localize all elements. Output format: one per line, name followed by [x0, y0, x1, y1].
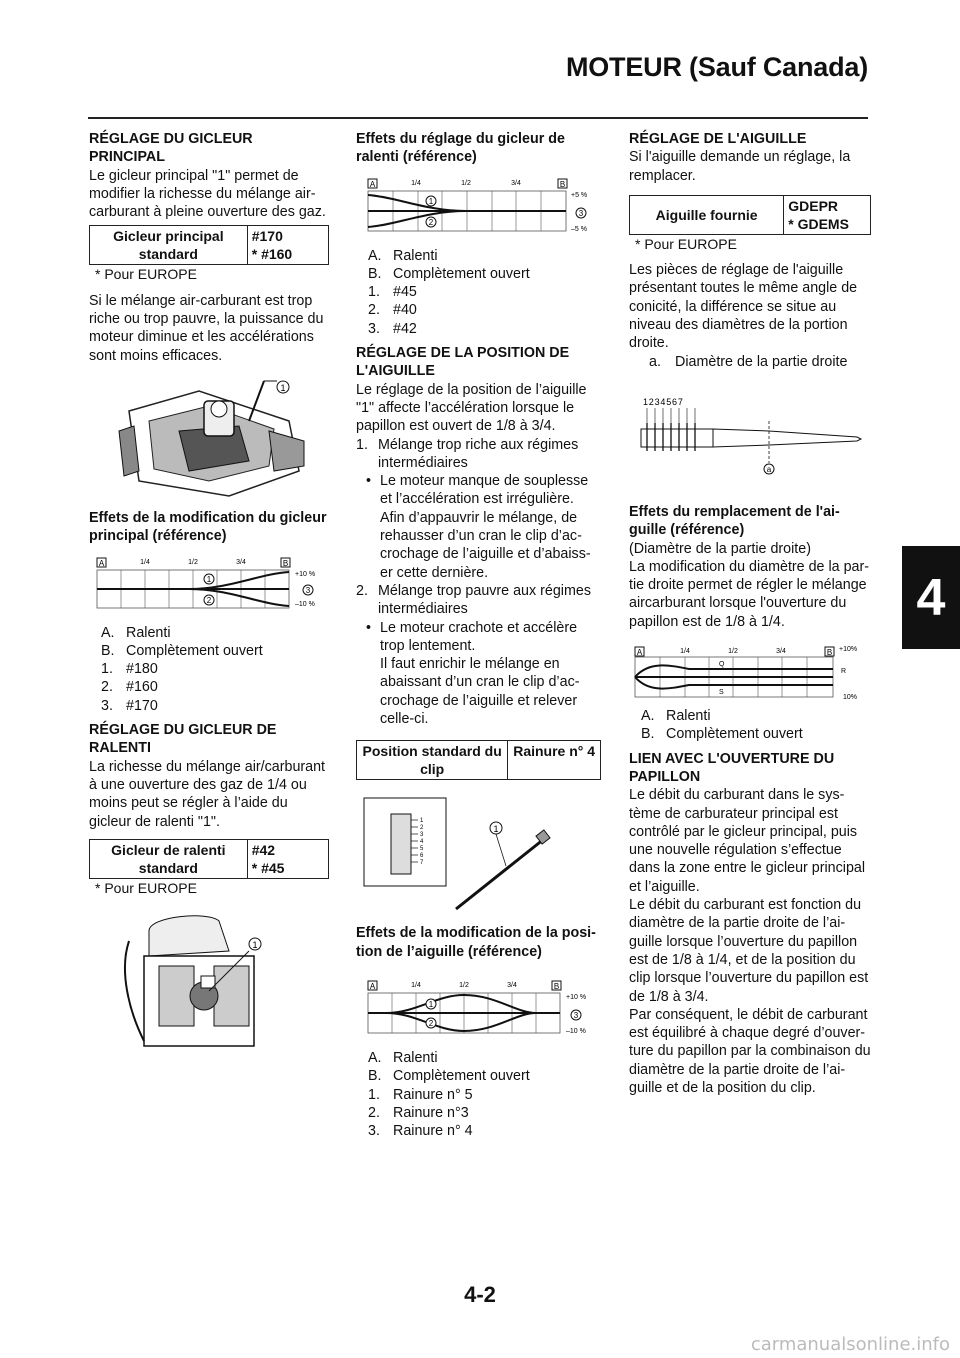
svg-text:B: B [553, 981, 560, 991]
legend-item: B. Complètement ouvert [368, 265, 530, 282]
svg-text:3: 3 [420, 832, 424, 839]
diagram-4-subtitle: (Diamètre de la partie droite) [629, 540, 811, 557]
svg-text:4: 4 [420, 839, 424, 846]
svg-text:–10 %: –10 % [566, 1027, 586, 1035]
pilot-jet-effect-diagram [356, 171, 601, 241]
main-jet-text-2: Si le mélange air-carburant est trop riche ou trop pauvre, la puissance du moteur diminue et les accélérations sont moins efficaces. [89, 292, 324, 364]
diagram-3-title: Effets de la modification de la posi-tion de l’aiguille (référence) [356, 925, 596, 960]
section-title-pilot-jet: RÉGLAGE DU GICLEUR DE RALENTI [89, 722, 277, 757]
spec-label: Aiguille fournie [630, 195, 784, 234]
callout-1: 1 [493, 824, 499, 835]
svg-text:7: 7 [420, 860, 424, 867]
carburetor-main-jet-illustration [89, 371, 329, 501]
needle-clip-illustration [356, 794, 601, 914]
svg-text:+10 %: +10 % [566, 993, 587, 1001]
pilot-jet-spec-table [89, 839, 329, 879]
needle-position-text: Le réglage de la position de l’aiguille "1" affecte l’accélération lorsque le papillon est ouvert de 1/8 à 3/4. [356, 381, 587, 435]
main-jet-spec-table [89, 225, 329, 265]
svg-text:1234567: 1234567 [643, 396, 684, 407]
section-title-needle-position: RÉGLAGE DE LA POSITION DE L'AIGUILLE [356, 345, 570, 380]
throttle-text-1: Le débit du carburant dans le sys-tème de carburateur principal est contrôlé par le gicleur principal, puis une nouvelle régulation s’effectue dans la zone entre le gicleur principal et l’aiguille. [629, 787, 866, 895]
table-footnote: * Pour EUROPE [95, 879, 197, 896]
legend-item: 2. #40 [368, 302, 417, 319]
spec-value: #170 * #160 [247, 226, 328, 265]
svg-text:B: B [826, 648, 833, 658]
legend-item: 2. Rainure n°3 [368, 1104, 469, 1121]
svg-text:1/2: 1/2 [459, 981, 469, 989]
watermark: carmanualsonline.info [750, 1334, 950, 1355]
svg-text:2: 2 [428, 1018, 434, 1028]
svg-text:1: 1 [206, 574, 212, 584]
svg-text:R: R [841, 668, 847, 676]
diagram-4-text: La modification du diamètre de la par-tie droite permet de régler le mélange aircarburant lorsque l'ouverture du papillon est de 1/8 à 1/4. [629, 558, 870, 630]
svg-text:1/2: 1/2 [461, 179, 471, 187]
diagram-1-title: Effets de la modification du gicleur principal (référence) [89, 509, 327, 545]
svg-text:+5 %: +5 % [571, 191, 588, 199]
svg-text:2: 2 [420, 825, 424, 832]
main-jet-effect-diagram [89, 550, 329, 618]
legend-item: 1. #180 [101, 661, 158, 678]
svg-text:Q: Q [719, 661, 725, 669]
svg-text:1: 1 [428, 196, 434, 206]
svg-text:5: 5 [420, 846, 424, 853]
column-1 [89, 130, 329, 1059]
legend-item: A. Ralenti [368, 1049, 438, 1066]
throttle-text-3: Par conséquent, le débit de carburant est équilibré à chaque degré d’ouver-ture du papillon par la combinaison du diamètre de la partie droite de l’ai-guille et de la position du clip. [629, 1006, 871, 1096]
svg-text:3: 3 [578, 208, 584, 218]
needle-diameter-figure [629, 393, 871, 493]
needle-diameter-effect-diagram [629, 639, 871, 701]
main-jet-text: Le gicleur principal "1" permet de modifier la richesse du mélange air-carburant à pleine ouverture des gaz. [89, 167, 326, 221]
svg-text:+10%: +10% [839, 646, 858, 654]
legend-item: B. Complètement ouvert [641, 726, 803, 743]
bullet-1: • Le moteur manque de souplesse et l’accélération est irrégulière. Afin d’appauvrir le mélange, de rehausser d’un cran le clip d’ac-crochage de l’aiguille et d’abaiss-er cette dernière. [366, 473, 591, 581]
svg-text:10%: 10% [843, 694, 858, 702]
svg-text:–10 %: –10 % [295, 600, 315, 608]
legend-item: 1. #45 [368, 284, 417, 301]
svg-text:1/4: 1/4 [411, 981, 421, 989]
svg-text:–5 %: –5 % [571, 225, 587, 233]
svg-text:1/4: 1/4 [411, 179, 421, 187]
legend-4 [629, 707, 871, 744]
legend-item: 3. #170 [101, 697, 158, 714]
legend-2 [356, 247, 601, 338]
svg-text:B: B [282, 558, 289, 568]
spec-value: GDEPR * GDEMS [784, 195, 871, 234]
page-number: 4-2 [464, 1282, 496, 1307]
svg-text:A: A [369, 981, 376, 991]
svg-text:+10 %: +10 % [295, 570, 316, 578]
legend-3 [356, 1049, 601, 1140]
legend-item: 1. Rainure n° 5 [368, 1086, 473, 1103]
header-rule [88, 117, 868, 119]
svg-text:B: B [559, 179, 566, 189]
svg-text:a: a [766, 464, 772, 474]
legend-item: 2. #160 [101, 679, 158, 696]
legend-item: B. Complètement ouvert [101, 642, 263, 659]
carburetor-pilot-jet-illustration [89, 911, 329, 1051]
pilot-jet-text: La richesse du mélange air/carburant à une ouverture des gaz de 1/4 ou moins peut se régler à l’aide du gicleur de ralenti "1". [89, 758, 326, 830]
page-title: MOTEUR (Sauf Canada) [565, 52, 868, 82]
needle-spec-table [629, 195, 871, 235]
section-title-main-jet: RÉGLAGE DU GICLEUR PRINCIPAL [89, 131, 253, 166]
section-title-needle: RÉGLAGE DE L'AIGUILLE [629, 131, 807, 147]
legend-item: A. Ralenti [641, 708, 711, 725]
diagram-4-title: Effets du remplacement de l'ai-guille (référence) [629, 503, 840, 539]
throttle-text-2: Le débit du carburant est fonction du diamètre de la partie droite de l’ai-guille lorsque l’ouverture du papillon est de 1/8 à 1/4, et de la position du clip lorsque l’ouverture du papillon est de 1/8 à 3/4. [629, 897, 869, 1005]
column-3 [629, 130, 871, 1097]
table-footnote: * Pour EUROPE [635, 235, 737, 252]
legend-item: A. Ralenti [101, 624, 171, 641]
legend-item: 3. Rainure n° 4 [368, 1123, 473, 1140]
column-2 [356, 130, 601, 1140]
svg-text:1/2: 1/2 [728, 648, 738, 656]
needle-position-effect-diagram [356, 973, 601, 1043]
svg-text:3/4: 3/4 [776, 648, 786, 656]
svg-text:S: S [719, 689, 724, 697]
svg-text:1/4: 1/4 [140, 558, 150, 566]
spec-value: #42 * #45 [247, 839, 328, 878]
legend-item: A. Ralenti [368, 247, 438, 264]
svg-text:2: 2 [428, 217, 434, 227]
svg-text:6: 6 [420, 853, 424, 860]
table-footnote: * Pour EUROPE [95, 266, 197, 283]
clip-position-table [356, 740, 601, 780]
svg-text:A: A [636, 648, 643, 658]
spec-label: Gicleur de ralenti standard [90, 839, 248, 878]
needle-item-a: a. Diamètre de la partie droite [649, 353, 848, 370]
list-item-1: 1. Mélange trop riche aux régimes intermédiaires [356, 436, 579, 471]
svg-text:3: 3 [573, 1010, 579, 1020]
bullet-2: • Le moteur crachote et accélère trop lentement. Il faut enrichir le mélange en abaissant d’un cran le clip d’ac-crochage de l’aiguille et relever celle-ci. [366, 619, 580, 728]
svg-text:3/4: 3/4 [511, 179, 521, 187]
svg-text:1/4: 1/4 [680, 648, 690, 656]
list-item-2: 2. Mélange trop pauvre aux régimes intermédiaires [356, 582, 591, 618]
svg-text:A: A [369, 179, 376, 189]
svg-text:3/4: 3/4 [507, 981, 517, 989]
callout-1: 1 [280, 382, 286, 393]
section-title-throttle: LIEN AVEC L'OUVERTURE DU PAPILLON [629, 750, 835, 785]
diagram-2-title: Effets du réglage du gicleur de ralenti (référence) [356, 131, 565, 166]
needle-text-2: Les pièces de réglage de l'aiguille présentant toutes le même angle de conicité, la différence se situe au niveau des diamètres de la portion droite. [629, 262, 858, 352]
svg-text:1/2: 1/2 [188, 558, 198, 566]
spec-label: Position standard du clip [357, 741, 508, 780]
svg-text:2: 2 [206, 595, 212, 605]
svg-text:3/4: 3/4 [236, 558, 246, 566]
svg-text:1: 1 [420, 818, 424, 825]
legend-item: 3. #42 [368, 320, 417, 337]
svg-text:1: 1 [428, 999, 434, 1009]
callout-1: 1 [252, 940, 258, 951]
spec-label: Gicleur principal standard [90, 226, 248, 265]
spec-value: Rainure n° 4 [508, 741, 601, 780]
needle-text: Si l'aiguille demande un réglage, la remplacer. [629, 149, 851, 184]
svg-text:A: A [98, 558, 105, 568]
legend-item: B. Complètement ouvert [368, 1068, 530, 1085]
legend-1 [89, 624, 329, 715]
svg-text:3: 3 [305, 585, 311, 595]
chapter-tab: 4 [902, 546, 960, 649]
